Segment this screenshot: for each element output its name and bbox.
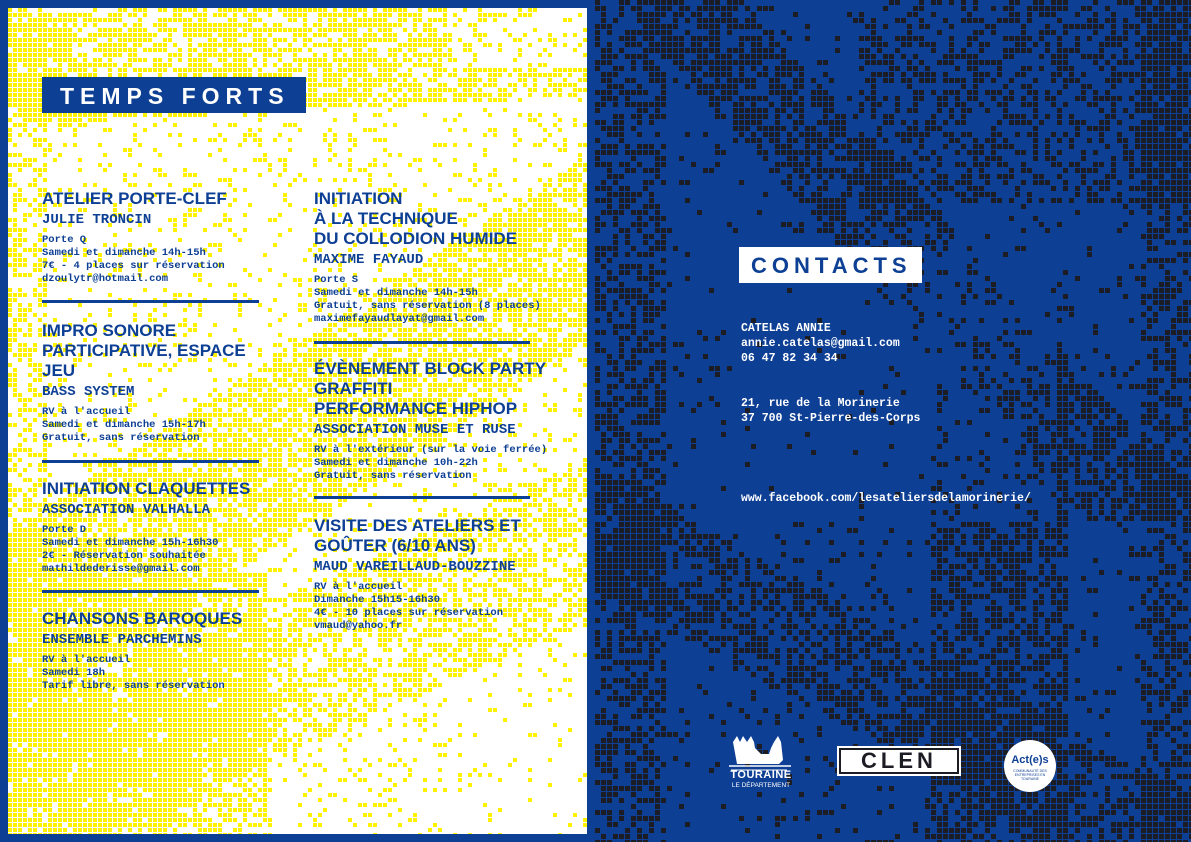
event-title: VISITE DES ATELIERS ET GOÛTER (6/10 ANS)	[314, 516, 521, 555]
facebook-link[interactable]: www.facebook.com/lesateliersdelamorinerie/	[741, 492, 1031, 505]
contact-email[interactable]: annie.catelas@gmail.com	[741, 337, 900, 350]
event-title: IMPRO SONORE PARTICIPATIVE, ESPACE JEU	[42, 321, 246, 380]
event-location: RV à l'accueil	[42, 406, 131, 418]
event-price: 2€ - Réservation souhaitée	[42, 550, 206, 562]
event-schedule: Samedi et dimanche 15h-16h30	[42, 537, 219, 549]
event-location: Porte S	[314, 274, 359, 286]
event-email: maximefayaudlayat@gmail.com	[314, 313, 485, 325]
event-email: mathildederisse@gmail.com	[42, 563, 200, 575]
temps-forts-title: TEMPS FORTS	[42, 77, 306, 113]
event-price: 4€ - 10 places sur réservation	[314, 607, 504, 619]
event-schedule: Dimanche 15h15-16h30	[314, 594, 441, 606]
event-details	[42, 654, 272, 693]
event-location: RV à l'extérieur (sur la voie ferrée)	[314, 444, 548, 456]
event-schedule: Samedi et dimanche 10h-22h	[314, 457, 478, 469]
temps-forts-page	[8, 8, 587, 834]
contact-person: CATELAS ANNIE	[741, 322, 831, 335]
event-title: INITIATION À LA TECHNIQUE DU COLLODION HUMIDE	[314, 189, 518, 248]
event-email: dzoulytr@hotmail.com	[42, 273, 169, 285]
contacts-title: CONTACTS	[739, 247, 922, 283]
event-details	[314, 274, 574, 326]
clen-text: CLEN	[861, 748, 937, 773]
divider	[314, 341, 530, 344]
event-chansons-baroques	[42, 609, 272, 693]
event-location: RV à l'accueil	[314, 581, 403, 593]
event-title: ÉVÈNEMENT BLOCK PARTY GRAFFITI PERFORMANCE HIPHOP	[314, 359, 547, 418]
actes-logo	[1004, 740, 1056, 792]
event-initiation-claquettes	[42, 479, 272, 576]
divider	[314, 496, 530, 499]
event-price: Gratuit, sans réservation	[42, 432, 200, 444]
event-location: Porte Q	[42, 234, 87, 246]
event-price: 7€ - 4 places sur réservation	[42, 260, 225, 272]
address-line1: 21, rue de la Morinerie	[741, 397, 900, 410]
event-artist: ENSEMBLE PARCHEMINS	[42, 632, 202, 648]
event-artist: ASSOCIATION VALHALLA	[42, 502, 211, 518]
actes-sub: COMMUNAUTÉ DES ENTREPRISES EN TOURAINE	[1013, 769, 1047, 781]
event-schedule: Samedi et dimanche 15h-17h	[42, 419, 206, 431]
contacts-page	[595, 0, 1191, 842]
divider	[42, 300, 259, 303]
touraine-logo	[725, 732, 797, 796]
event-artist: MAUD VAREILLAUD-BOUZZINE	[314, 559, 516, 575]
event-details	[314, 581, 574, 633]
event-schedule: Samedi et dimanche 14h-15h	[314, 287, 478, 299]
event-schedule: Samedi 18h	[42, 667, 106, 679]
event-price: Tarif libre, sans réservation	[42, 680, 225, 692]
event-details	[42, 524, 272, 576]
event-price: Gratuit, sans réservation (8 places)	[314, 300, 541, 312]
event-location: Porte D	[42, 524, 87, 536]
event-title: ATELIER PORTE-CLEF	[42, 189, 227, 208]
divider	[42, 460, 259, 463]
contact-phone[interactable]: 06 47 82 34 34	[741, 352, 838, 365]
contact-block	[741, 321, 900, 366]
event-impro-sonore	[42, 321, 272, 445]
event-price: Gratuit, sans réservation	[314, 470, 472, 482]
event-artist: BASS SYSTEM	[42, 384, 135, 400]
event-visite-ateliers	[314, 516, 574, 633]
event-location: RV à l'accueil	[42, 654, 131, 666]
event-details	[314, 444, 574, 483]
event-block-party	[314, 359, 574, 483]
address-block	[741, 396, 920, 426]
event-email: vmaud@yahoo.fr	[314, 620, 403, 632]
event-artist: ASSOCIATION MUSE ET RUSE	[314, 422, 516, 438]
divider	[42, 590, 259, 593]
event-title: CHANSONS BAROQUES	[42, 609, 243, 628]
clen-logo	[837, 746, 961, 776]
event-artist: MAXIME FAYAUD	[314, 252, 424, 268]
event-details	[42, 406, 272, 445]
actes-text: Act(e)s	[1011, 754, 1049, 766]
touraine-name: TOURAINE	[730, 769, 792, 781]
address-line2: 37 700 St-Pierre-des-Corps	[741, 412, 921, 425]
event-collodion-humide	[314, 189, 574, 326]
touraine-sub: LE DÉPARTEMENT	[731, 782, 791, 789]
event-artist: JULIE TRONCIN	[42, 212, 152, 228]
event-atelier-porte-clef	[42, 189, 272, 286]
event-title: INITIATION CLAQUETTES	[42, 479, 251, 498]
event-details	[42, 234, 272, 286]
event-schedule: Samedi et dimanche 14h-15h	[42, 247, 206, 259]
left-panel	[0, 0, 595, 842]
